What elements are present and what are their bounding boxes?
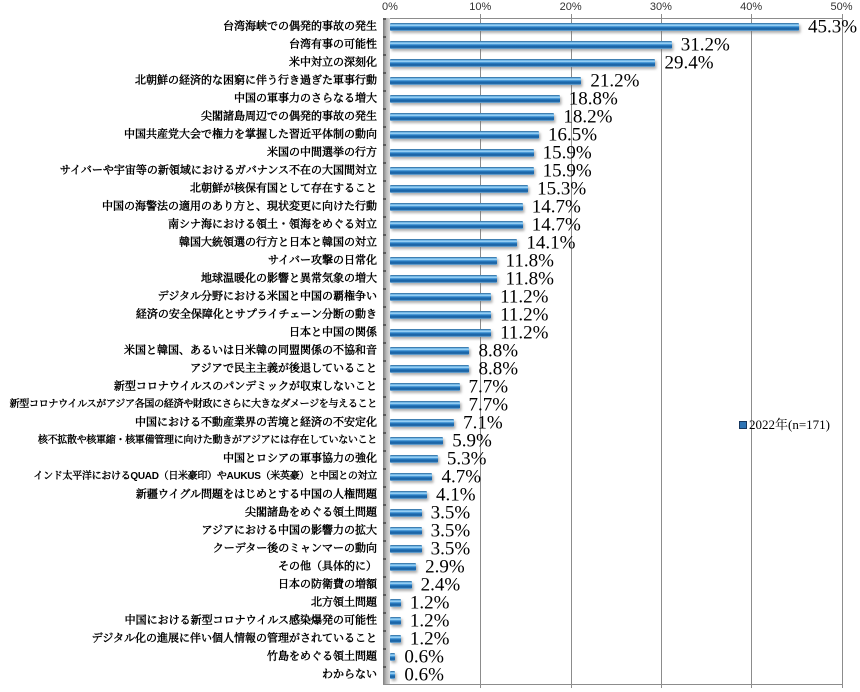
- value-label: 15.9%: [542, 160, 592, 182]
- chart-row: [0, 306, 860, 324]
- chart-row: [0, 414, 860, 432]
- value-label: 0.6%: [404, 664, 444, 686]
- chart-row: [0, 198, 860, 216]
- bar: [390, 185, 528, 193]
- chart-row: [0, 270, 860, 288]
- bar: [390, 509, 422, 517]
- chart-row: [0, 90, 860, 108]
- chart-row: [0, 576, 860, 594]
- chart-row: [0, 162, 860, 180]
- value-label: 3.5%: [430, 520, 471, 542]
- category-label: 竹島をめぐる領土問題: [267, 650, 377, 663]
- bar: [390, 59, 655, 67]
- x-tick-label: 40%: [740, 1, 763, 13]
- category-label: アジアで民主主義が後退していること: [190, 362, 377, 375]
- chart-row: [0, 144, 860, 162]
- chart-row: [0, 36, 860, 54]
- chart-row: [0, 504, 860, 522]
- category-label: 新型コロナウイルスのパンデミックが収束しないこと: [113, 380, 377, 393]
- x-tick-label: 50%: [830, 1, 853, 13]
- bar: [390, 599, 401, 607]
- bar: [390, 473, 432, 481]
- chart-row: [0, 18, 860, 36]
- bar: [390, 275, 497, 283]
- category-label: 尖閣諸島をめぐる領土問題: [245, 506, 377, 519]
- value-label: 15.9%: [542, 142, 592, 164]
- category-label: その他（具体的に）: [278, 560, 377, 573]
- category-label: 新型コロナウイルスがアジア各国の経済や財政にさらに大きなダメージを与えること: [9, 399, 377, 410]
- chart-row: [0, 54, 860, 72]
- value-label: 18.8%: [568, 88, 618, 110]
- category-label: 日本の防衛費の増額: [278, 578, 377, 591]
- category-label: デジタル化の進展に伴い個人情報の管理がされていること: [91, 632, 377, 645]
- category-label: 中国における新型コロナウイルス感染爆発の可能性: [124, 614, 377, 627]
- plot-bottom-border: [383, 684, 843, 685]
- chart-row: [0, 108, 860, 126]
- value-label: 29.4%: [664, 52, 714, 74]
- chart-row: [0, 486, 860, 504]
- category-label: 経済の安全保障化とサプライチェーン分断の動き: [135, 308, 377, 321]
- bar: [390, 653, 395, 661]
- value-label: 5.9%: [452, 430, 492, 452]
- chart-row: [0, 540, 860, 558]
- category-label: 中国の軍事力のさらなる増大: [234, 92, 377, 105]
- value-label: 14.1%: [526, 232, 576, 254]
- bar: [390, 401, 460, 409]
- chart-row: [0, 180, 860, 198]
- bar: [390, 77, 581, 85]
- category-label: サイバー攻撃の日常化: [267, 254, 377, 267]
- category-label: クーデター後のミャンマーの動向: [212, 542, 377, 555]
- x-tick-label: 20%: [559, 1, 582, 13]
- legend-swatch-icon: [739, 421, 747, 429]
- category-label: 米国の中間選挙の行方: [267, 146, 377, 159]
- category-label: 新疆ウイグル問題をはじめとする中国の人権問題: [135, 488, 377, 501]
- bar: [390, 257, 497, 265]
- x-tick-label: 10%: [469, 1, 492, 13]
- chart-row: [0, 216, 860, 234]
- category-label: 米国と韓国、あるいは日米韓の同盟関係の不協和音: [124, 344, 377, 357]
- category-label: 南シナ海における領土・領海をめぐる対立: [168, 218, 377, 231]
- bar: [390, 365, 469, 373]
- bar: [390, 545, 422, 553]
- value-label: 21.2%: [590, 70, 640, 92]
- chart-row: [0, 288, 860, 306]
- bar: [390, 617, 401, 625]
- chart-row: [0, 594, 860, 612]
- bar: [390, 167, 534, 175]
- category-label: 北方領土問題: [311, 596, 377, 609]
- chart-row: [0, 522, 860, 540]
- category-label: 中国とロシアの軍事協力の強化: [223, 452, 377, 465]
- category-label: 尖閣諸島周辺での偶発的事故の発生: [201, 110, 377, 123]
- bar: [390, 347, 469, 355]
- category-label: 中国共産党大会で権力を掌握した習近平体制の動向: [124, 128, 377, 141]
- category-label: 日本と中国の関係: [289, 326, 377, 339]
- category-label: 北朝鮮の経済的な困窮に伴う行き過ぎた軍事行動: [135, 74, 377, 87]
- bar: [390, 41, 672, 49]
- bar: [390, 221, 523, 229]
- bar: [390, 491, 427, 499]
- value-label: 4.1%: [436, 484, 476, 506]
- value-label: 5.3%: [446, 448, 487, 470]
- bar: [390, 95, 560, 103]
- chart-row: [0, 324, 860, 342]
- category-label: 北朝鮮が核保有国として存在すること: [190, 182, 377, 195]
- value-label: 31.2%: [680, 34, 730, 56]
- value-label: 1.2%: [409, 628, 450, 650]
- category-label: 韓国大統領選の行方と日本と韓国の対立: [179, 236, 377, 249]
- bar: [390, 527, 422, 535]
- value-label: 14.7%: [531, 214, 581, 236]
- bar: [390, 455, 438, 463]
- bar: [390, 239, 517, 247]
- value-label: 3.5%: [430, 538, 471, 560]
- chart-row: [0, 468, 860, 486]
- category-label: 台湾有事の可能性: [289, 38, 377, 51]
- value-label: 18.2%: [563, 106, 613, 128]
- value-label: 7.7%: [468, 394, 509, 416]
- bar: [390, 563, 416, 571]
- bar: [390, 437, 443, 445]
- value-label: 2.9%: [425, 556, 465, 578]
- value-label: 3.5%: [430, 502, 471, 524]
- chart-row: [0, 558, 860, 576]
- value-label: 1.2%: [409, 592, 450, 614]
- value-label: 11.2%: [500, 304, 549, 326]
- chart-row: [0, 360, 860, 378]
- x-tick-label: 0%: [382, 1, 398, 13]
- category-label: 地球温暖化の影響と異常気象の増大: [201, 272, 377, 285]
- value-label: 15.3%: [537, 178, 587, 200]
- bar: [390, 113, 554, 121]
- bar: [390, 23, 799, 31]
- chart-row: [0, 396, 860, 414]
- chart-row: [0, 450, 860, 468]
- bar: [390, 131, 539, 139]
- category-label: 中国の海警法の適用のあり方と、現状変更に向けた行動: [102, 200, 377, 213]
- category-label: わからない: [322, 668, 377, 681]
- bar: [390, 329, 491, 337]
- value-label: 16.5%: [547, 124, 598, 146]
- bar: [390, 149, 534, 157]
- category-label: 米中対立の深刻化: [289, 56, 377, 69]
- chart-row: [0, 126, 860, 144]
- chart-row: [0, 252, 860, 270]
- chart-row: [0, 378, 860, 396]
- bar: [390, 671, 395, 679]
- category-label: サイバーや宇宙等の新領域におけるガバナンス不在の大国間対立: [59, 164, 377, 177]
- value-label: 8.8%: [478, 340, 519, 362]
- value-label: 7.1%: [463, 412, 503, 434]
- legend-label: 2022年(n=171): [749, 417, 830, 432]
- chart-row: [0, 666, 860, 684]
- chart-row: [0, 234, 860, 252]
- bar: [390, 203, 523, 211]
- value-label: 2.4%: [420, 574, 461, 596]
- category-label: デジタル分野における米国と中国の覇権争い: [157, 290, 377, 303]
- category-label: 中国における不動産業界の苦境と経済の不安定化: [135, 416, 377, 429]
- chart-row: [0, 630, 860, 648]
- chart-row: [0, 612, 860, 630]
- value-label: 7.7%: [468, 376, 509, 398]
- bar: [390, 293, 491, 301]
- bar: [390, 635, 401, 643]
- bar: [390, 419, 454, 427]
- value-label: 11.2%: [500, 286, 549, 308]
- chart-row: [0, 432, 860, 450]
- bar: [390, 383, 460, 391]
- chart-row: [0, 648, 860, 666]
- value-label: 11.8%: [505, 268, 554, 290]
- bar: [390, 311, 491, 319]
- value-label: 1.2%: [409, 610, 450, 632]
- value-label: 45.3%: [808, 16, 858, 38]
- value-label: 0.6%: [404, 646, 444, 668]
- chart-row: [0, 72, 860, 90]
- bar: [390, 581, 412, 589]
- value-label: 11.2%: [500, 322, 549, 344]
- value-label: 4.7%: [441, 466, 482, 488]
- chart-row: [0, 342, 860, 360]
- value-label: 8.8%: [478, 358, 519, 380]
- value-label: 14.7%: [531, 196, 581, 218]
- category-label: 台湾海峡での偶発的事故の発生: [223, 20, 377, 33]
- category-label: インド太平洋におけるQUAD（日米豪印）やAUKUS（米英豪）と中国との対立: [33, 471, 377, 482]
- x-tick-label: 30%: [649, 1, 672, 13]
- category-label: アジアにおける中国の影響力の拡大: [201, 524, 377, 537]
- legend: [739, 418, 830, 431]
- category-label: 核不拡散や核軍縮・核軍備管理に向けた動きがアジアには存在していないこと: [37, 435, 377, 446]
- value-label: 11.8%: [505, 250, 554, 272]
